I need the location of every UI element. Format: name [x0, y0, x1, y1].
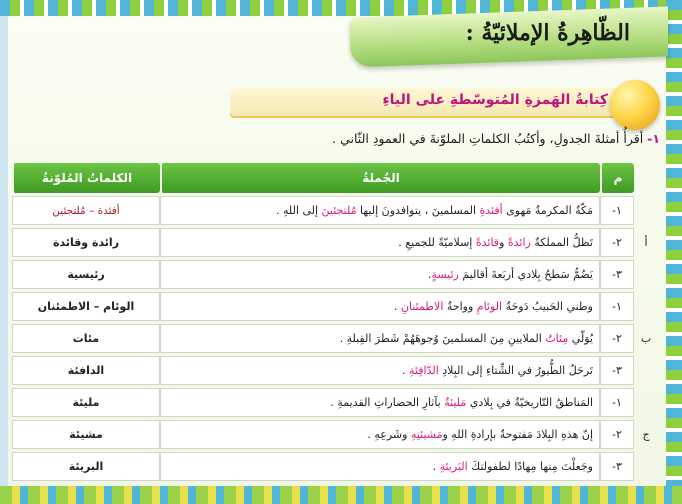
group-label: [634, 292, 658, 321]
sentence-part: تَظلُّ المملكةُ: [530, 236, 593, 249]
frame-right-border: [666, 0, 682, 504]
sentence-part: .: [393, 300, 401, 313]
sentence-part: وواحةُ: [443, 300, 477, 313]
row-index: ١-: [600, 292, 634, 321]
highlighted-word: الدّافِئةِ: [409, 364, 439, 377]
instruction-text: أقرأُ أمثلةَ الجدولِ، وأكتُبُ الكلماتِ الملوّنةَ في العمودِ الثّاني .: [332, 131, 644, 146]
table-row: [12, 420, 658, 449]
words-table: [12, 160, 658, 484]
group-label: [634, 196, 658, 225]
row-answer: مليئة: [12, 388, 160, 417]
table-row: [12, 196, 658, 225]
row-answer: الدافئة: [12, 356, 160, 385]
row-answer: أفئدة – مُلتجئين: [12, 196, 160, 225]
row-answer: رئيسية: [12, 260, 160, 289]
row-sentence: [160, 228, 600, 257]
table-row: [12, 356, 658, 385]
sentence-part: إنّ هذهِ البِلادَ مَفتوحةٌ بإرادةِ اللهِ و: [442, 428, 593, 441]
sentence-part: .: [432, 460, 440, 473]
sentence-part: وجَعلْتَ مِنها مِهادًا لطفولتكَ: [467, 460, 593, 473]
instruction: [120, 131, 660, 146]
table-row: [12, 324, 658, 353]
row-index: ٢-: [600, 324, 634, 353]
row-sentence: [160, 260, 600, 289]
index-header: م: [600, 163, 634, 193]
highlighted-word: البَريئةِ: [439, 460, 468, 473]
highlighted-word: الوئامِ: [476, 300, 503, 313]
sentence-part: و: [499, 236, 508, 249]
highlighted-word: مُلتجئينَ: [321, 204, 357, 217]
sentence-part: وشَرعِهِ .: [367, 428, 411, 441]
highlighted-word: رئيسةٍ: [431, 268, 459, 281]
sentence-part: .: [402, 364, 410, 377]
frame-bottom-border: [0, 486, 682, 504]
table-body: [12, 196, 658, 481]
group-label: [634, 452, 658, 481]
row-sentence: [160, 452, 600, 481]
row-answer: مشيئة: [12, 420, 160, 449]
table-row: [12, 388, 658, 417]
frame-left-border: [0, 0, 8, 504]
row-index: ٢-: [600, 420, 634, 449]
sentence-header: الجُملةُ: [160, 163, 600, 193]
row-answer: الوئام – الاطمئنان: [12, 292, 160, 321]
group-label: [634, 356, 658, 385]
row-sentence: [160, 420, 600, 449]
row-index: ٣-: [600, 260, 634, 289]
sentence-part: تَرحَلُ الطُّيورُ في الشِّتاءِ إلى البِلادِ: [438, 364, 593, 377]
highlighted-word: أفئدةِ: [479, 204, 503, 217]
sentence-part: إسلاميّةً للجميعِ .: [398, 236, 476, 249]
sentence-part: يَضُمُّ سَطحُ بِلادي أربَعةَ أقاليمَ: [458, 268, 593, 281]
sentence-part: .: [427, 268, 432, 281]
sentence-part: وطني الحَبيبُ دَوحَةُ: [502, 300, 593, 313]
row-answer: البريئة: [12, 452, 160, 481]
highlighted-word: مِئاتُ: [545, 332, 569, 345]
row-sentence: [160, 388, 600, 417]
group-label: ب: [640, 332, 652, 345]
row-index: ١-: [600, 388, 634, 417]
sentence-part: يُوَلّي: [568, 332, 593, 345]
highlighted-word: قائدةً: [475, 236, 500, 249]
page-title: الظّاهِرةُ الإملائيّةُ :: [465, 20, 630, 46]
row-index: ٣-: [600, 452, 634, 481]
group-header-spacer: [634, 163, 658, 193]
sentence-part: بآثارِ الحضاراتِ القديمةِ .: [330, 396, 445, 409]
row-answer: رائدة وقائدة: [12, 228, 160, 257]
row-index: ٢-: [600, 228, 634, 257]
table-row: [12, 292, 658, 321]
group-label: [634, 388, 658, 417]
highlighted-word: الاطمئنانِ: [400, 300, 444, 313]
table-row: [12, 260, 658, 289]
sentence-part: الملايينِ مِنَ المسلمينَ وُجوهَهُمْ شَطرَ القِبلةِ .: [339, 332, 546, 345]
subtitle: كِتابةُ الهَمزةِ المُتوسّطةِ على الياءِ: [382, 92, 608, 108]
table-row: [12, 228, 658, 257]
sentence-part: مَكّةُ المكرمةُ مَهوى: [502, 204, 593, 217]
row-sentence: [160, 196, 600, 225]
words-header: الكلماتُ المُلوّنةُ: [12, 163, 160, 193]
row-index: ١-: [600, 196, 634, 225]
table-header-row: [12, 163, 658, 193]
group-label: [634, 260, 658, 289]
sentence-part: المسلمينَ ، يتوافدونَ إليها: [356, 204, 480, 217]
row-answer: مئات: [12, 324, 160, 353]
instruction-number: ١-: [647, 131, 660, 146]
row-sentence: [160, 356, 600, 385]
subtitle-circle-icon: [610, 80, 660, 130]
row-sentence: [160, 324, 600, 353]
group-label: ج: [642, 428, 650, 441]
sentence-part: إلى اللهِ .: [276, 204, 322, 217]
highlighted-word: مَشيئتِهِ: [410, 428, 443, 441]
sentence-part: المَناطقُ التّاريخيّةُ في بِلادي: [466, 396, 593, 409]
group-label: أ: [644, 236, 648, 249]
row-index: ٣-: [600, 356, 634, 385]
table-row: [12, 452, 658, 481]
highlighted-word: رائدةً: [507, 236, 531, 249]
row-sentence: [160, 292, 600, 321]
highlighted-word: مَليئةٌ: [444, 396, 467, 409]
